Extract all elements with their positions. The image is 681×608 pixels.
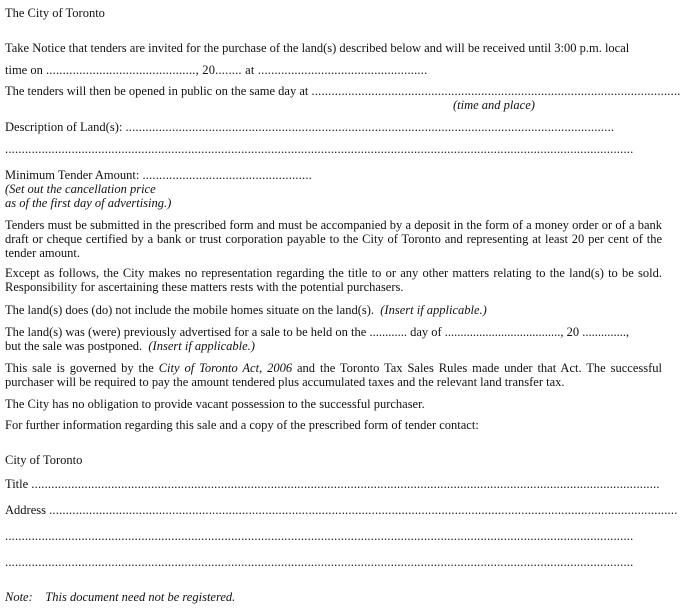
contact-address-field: ............................................................................................................................................................................................. bbox=[49, 503, 678, 517]
paragraph-further: For further information regarding this sale and a copy of the prescribed form of tender contact: bbox=[5, 418, 479, 432]
minimum-note-2: as of the first day of advertising.) bbox=[5, 196, 172, 210]
contact-address-label: Address bbox=[5, 503, 50, 517]
paragraph-governed: This sale is governed by the City of Toronto Act, 2006 and the Toronto Tax Sales Rules made under that Act. The successful purchaser will be required to pay the amount tendered plus accumulated taxes and the relevant land transfer tax. bbox=[5, 361, 662, 389]
prev-text: but the sale was postponed. bbox=[5, 339, 143, 353]
opened-field: ............................................................................................................... bbox=[311, 84, 681, 98]
paragraph-vacant: The City has no obligation to provide vacant possession to the successful purchaser. bbox=[5, 397, 425, 411]
contact-address-field-3: ............................................................................................................................................................................................. bbox=[5, 555, 634, 569]
paragraph-mobile bbox=[5, 303, 487, 317]
time-prefix: time on bbox=[5, 63, 46, 77]
footer-note bbox=[5, 590, 235, 604]
description-field-2: ............................................................................................................................................................................................. bbox=[5, 142, 634, 156]
description-line bbox=[5, 120, 653, 134]
minimum-label: Minimum Tender Amount: bbox=[5, 168, 143, 182]
mobile-note: (Insert if applicable.) bbox=[380, 303, 487, 317]
notice-opened-line bbox=[5, 84, 681, 98]
description-line-2 bbox=[5, 142, 662, 156]
contact-address-line bbox=[5, 503, 678, 517]
act-name: City of Toronto Act, 2006 bbox=[158, 361, 293, 375]
contact-title-label: Title bbox=[5, 477, 32, 491]
paragraph-tenders: Tenders must be submitted in the prescribed form and must be accompanied by a deposit in the form of a money order or of a bank draft or cheque certified by a bank or trust corporation payable to the City of Toronto and representing at least 20 per cent of the tender amount. bbox=[5, 218, 662, 260]
paragraph-except: Except as follows, the City makes no representation regarding the title to or any other matters relating to the land(s) to be sold. Responsibility for ascertaining these matters rests with the potential purchasers. bbox=[5, 266, 662, 294]
time-date-field: ............................................., 20........ at ................................................... bbox=[45, 63, 428, 77]
description-label: Description of Land(s): bbox=[5, 120, 126, 134]
notice-time-line bbox=[5, 63, 427, 77]
paragraph-prev-2 bbox=[5, 339, 255, 353]
description-field: ................................................................................................................................................... bbox=[125, 120, 615, 134]
note-text: This document need not be registered. bbox=[45, 590, 236, 604]
contact-address-line-2 bbox=[5, 529, 662, 543]
contact-address-field-2: ............................................................................................................................................................................................. bbox=[5, 529, 634, 543]
mobile-text: The land(s) does (do) not include the mobile homes situate on the land(s). bbox=[5, 303, 375, 317]
paragraph-prev-1: The land(s) was (were) previously advertised for a sale to be held on the ............ day of ....................................., 20 .............., bbox=[5, 325, 630, 339]
minimum-line bbox=[5, 168, 312, 182]
prev-note: (Insert if applicable.) bbox=[148, 339, 255, 353]
header-org: The City of Toronto bbox=[5, 6, 105, 20]
minimum-field: ................................................... bbox=[142, 168, 313, 182]
notice-line-1: Take Notice that tenders are invited for the purchase of the land(s) described below and will be received until 3:00 p.m. local bbox=[5, 41, 630, 55]
contact-address-line-3 bbox=[5, 555, 662, 569]
opened-prefix: The tenders will then be opened in public on the same day at bbox=[5, 84, 312, 98]
contact-org: City of Toronto bbox=[5, 453, 83, 467]
contact-title-line bbox=[5, 477, 660, 491]
time-place-label: (time and place) bbox=[453, 98, 535, 112]
contact-title-field: ............................................................................................................................................................................................. bbox=[31, 477, 660, 491]
minimum-note-1: (Set out the cancellation price bbox=[5, 182, 156, 196]
note-label: Note: bbox=[5, 590, 33, 604]
